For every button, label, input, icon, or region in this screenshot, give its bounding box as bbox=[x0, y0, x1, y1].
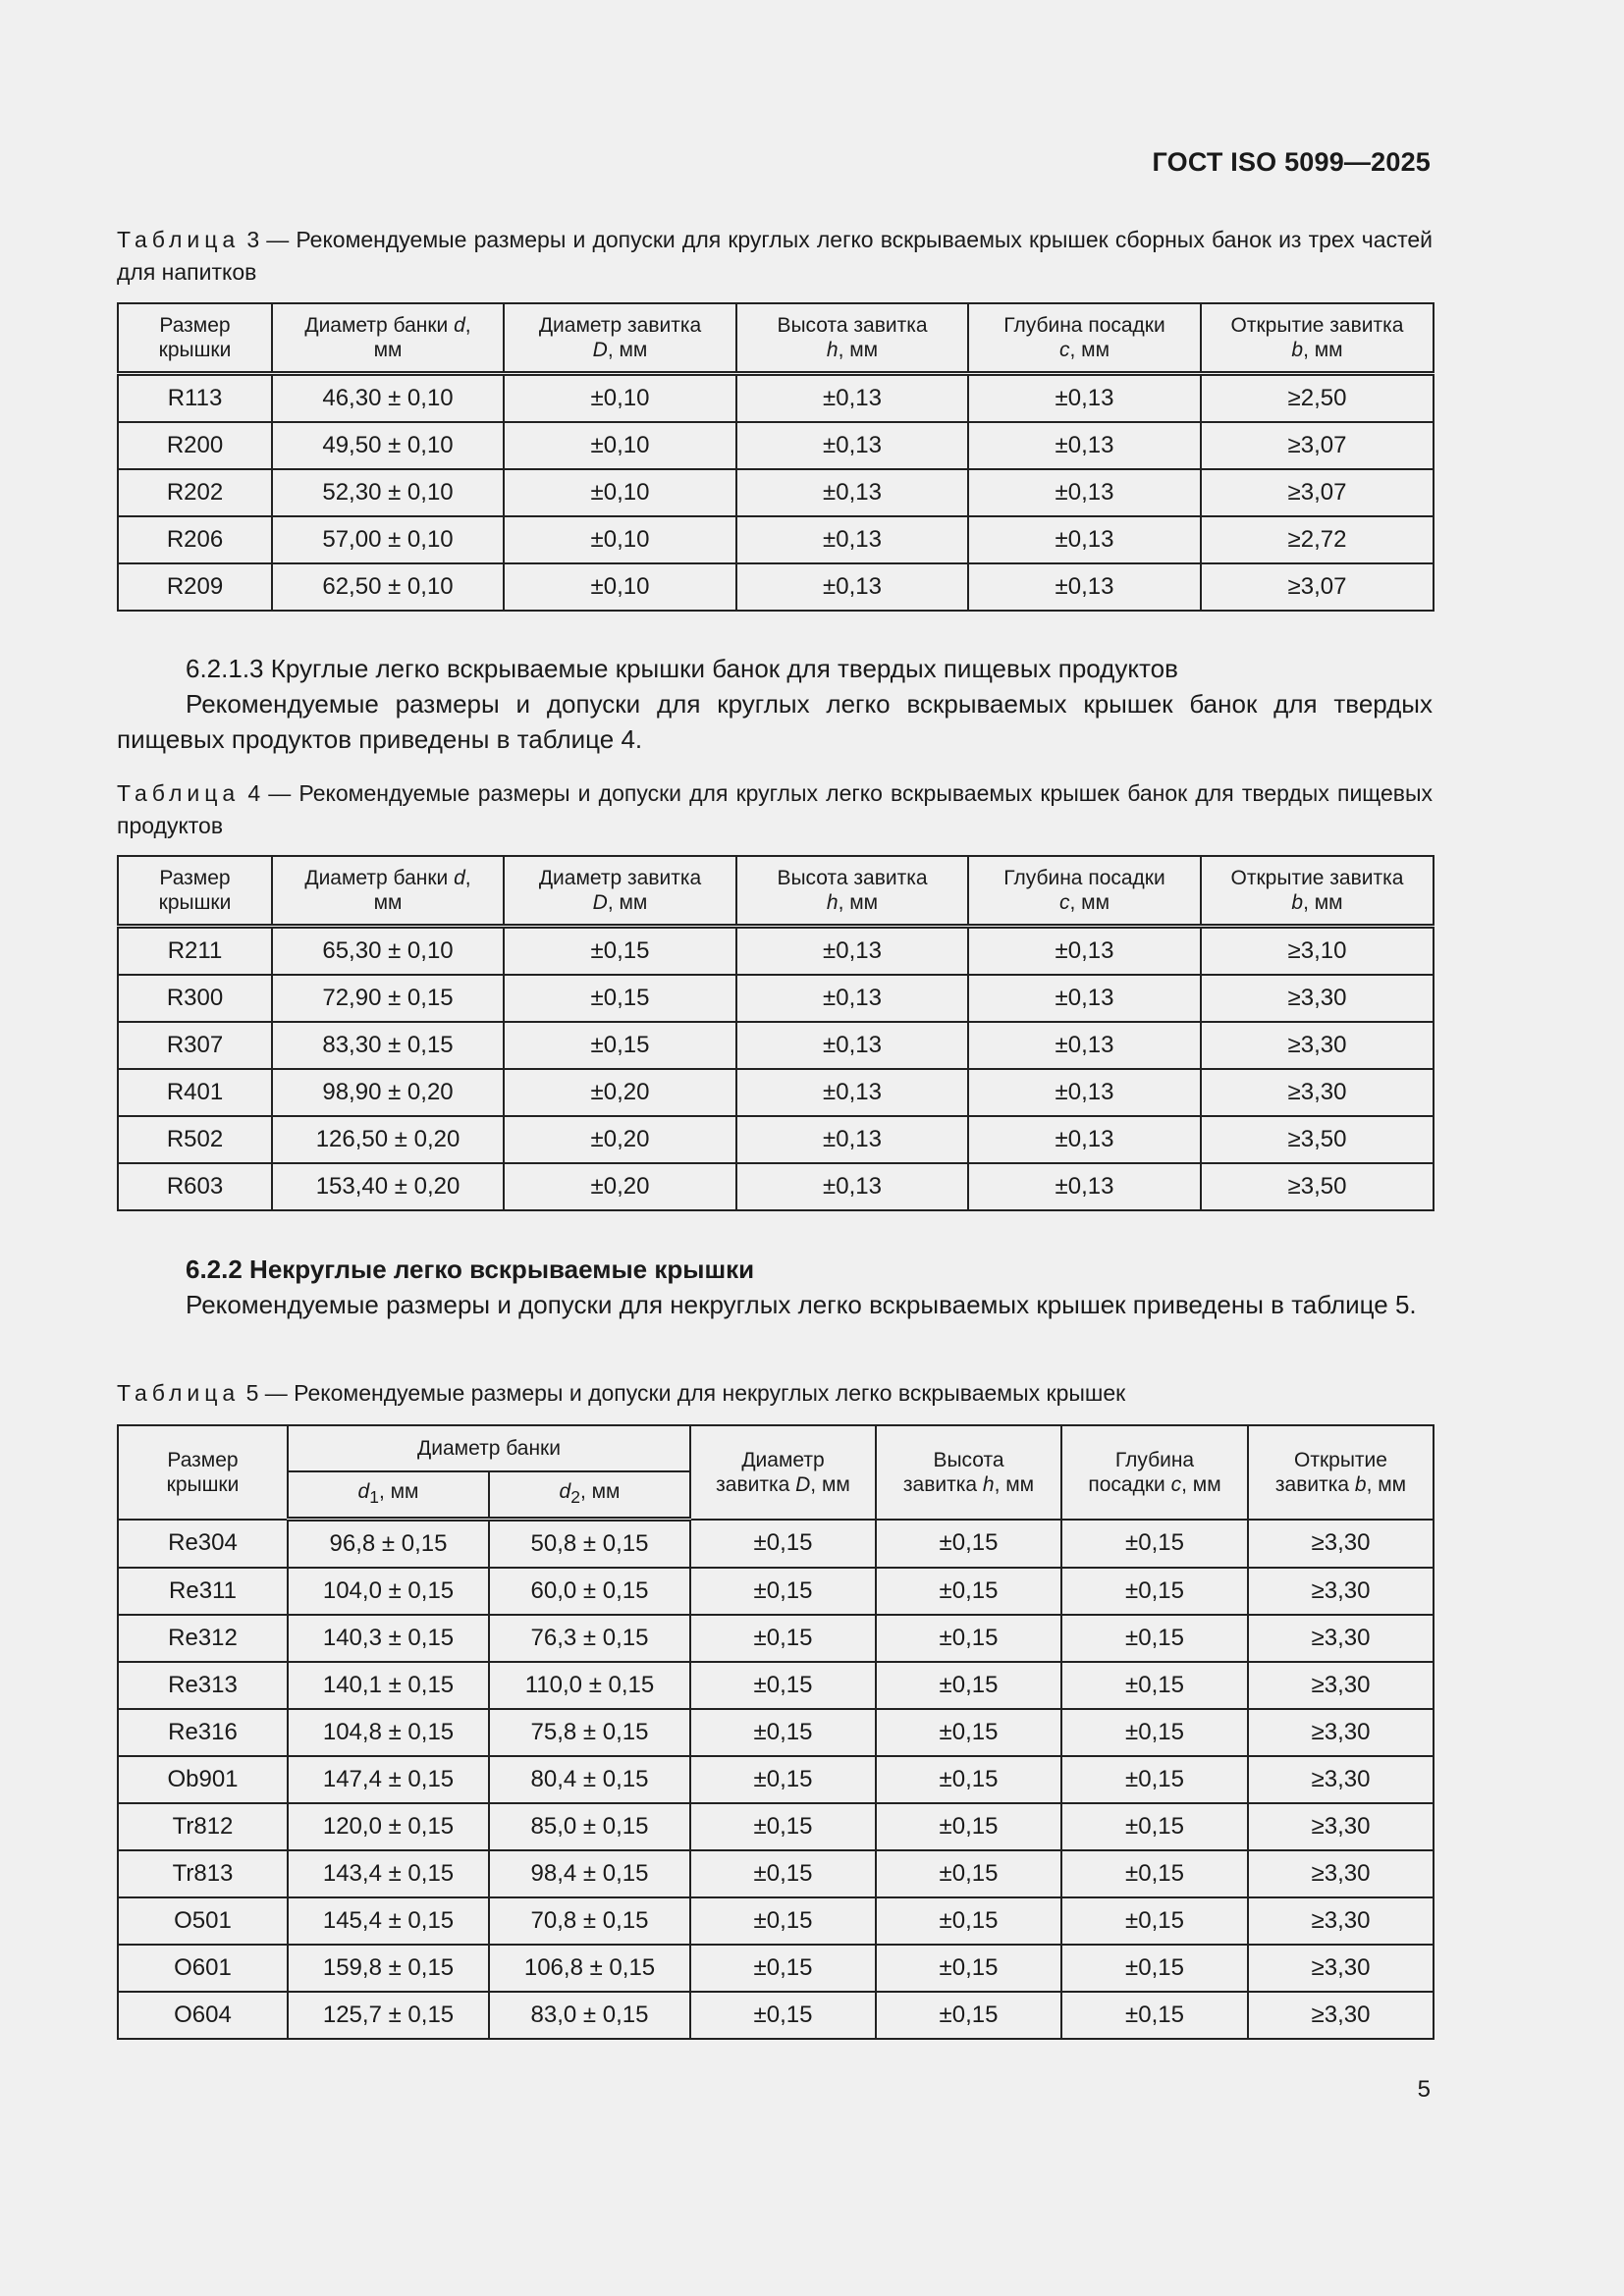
table5 bbox=[117, 1424, 1435, 2040]
table-cell: ≥2,50 bbox=[1201, 374, 1434, 423]
table-cell: ≥3,50 bbox=[1201, 1116, 1434, 1163]
table-cell: ±0,15 bbox=[690, 1568, 876, 1615]
table-row bbox=[118, 1850, 1434, 1897]
table-cell: ±0,13 bbox=[968, 927, 1201, 976]
table-cell: ±0,10 bbox=[504, 516, 736, 563]
section-6-2-1-3-heading: 6.2.1.3 Круглые легко вскрываемые крышки банок для твердых пищевых продуктов bbox=[186, 654, 1178, 683]
table-cell: ±0,15 bbox=[876, 1945, 1061, 1992]
table-cell: ±0,10 bbox=[504, 469, 736, 516]
table-cell: ±0,13 bbox=[736, 1163, 968, 1210]
table3-caption bbox=[117, 224, 1433, 289]
table-cell: 96,8 ± 0,15 bbox=[288, 1520, 489, 1569]
table4 bbox=[117, 855, 1435, 1211]
table-cell: ±0,10 bbox=[504, 422, 736, 469]
table-row bbox=[118, 1568, 1434, 1615]
col-header-can-diameter: Диаметр банки d, мм bbox=[272, 856, 504, 927]
table-cell: ±0,13 bbox=[736, 374, 968, 423]
table-cell: ±0,15 bbox=[1061, 1568, 1248, 1615]
table-cell: 49,50 ± 0,10 bbox=[272, 422, 504, 469]
table-cell: 50,8 ± 0,15 bbox=[489, 1520, 690, 1569]
lid-size-cell: Ob901 bbox=[118, 1756, 288, 1803]
table-cell: ≥3,10 bbox=[1201, 927, 1434, 976]
table-cell: ≥3,30 bbox=[1248, 1520, 1434, 1569]
table-cell: ±0,15 bbox=[1061, 1615, 1248, 1662]
table-cell: ≥3,30 bbox=[1248, 1615, 1434, 1662]
table-cell: 140,3 ± 0,15 bbox=[288, 1615, 489, 1662]
table-cell: 62,50 ± 0,10 bbox=[272, 563, 504, 611]
table-cell: ≥3,07 bbox=[1201, 422, 1434, 469]
lid-size-cell: R211 bbox=[118, 927, 272, 976]
col-header-curl-diameter: Диаметр завитка D, мм bbox=[504, 303, 736, 374]
lid-size-cell: R113 bbox=[118, 374, 272, 423]
table-cell: ±0,13 bbox=[736, 927, 968, 976]
table-cell: ±0,13 bbox=[968, 469, 1201, 516]
table-cell: 145,4 ± 0,15 bbox=[288, 1897, 489, 1945]
table-cell: ±0,15 bbox=[1061, 1897, 1248, 1945]
lid-size-cell: Re304 bbox=[118, 1520, 288, 1569]
section-6-2-2-heading: 6.2.2 Некруглые легко вскрываемые крышки bbox=[186, 1255, 755, 1284]
table-cell: ≥3,30 bbox=[1248, 1756, 1434, 1803]
table-cell: 106,8 ± 0,15 bbox=[489, 1945, 690, 1992]
table-cell: 104,8 ± 0,15 bbox=[288, 1709, 489, 1756]
lid-size-cell: O604 bbox=[118, 1992, 288, 2039]
table-cell: 57,00 ± 0,10 bbox=[272, 516, 504, 563]
table-cell: ±0,15 bbox=[876, 1615, 1061, 1662]
table-cell: ≥3,30 bbox=[1201, 1022, 1434, 1069]
table-cell: ≥2,72 bbox=[1201, 516, 1434, 563]
table-cell: ±0,20 bbox=[504, 1116, 736, 1163]
table-row bbox=[118, 1022, 1434, 1069]
lid-size-cell: R502 bbox=[118, 1116, 272, 1163]
table-cell: 147,4 ± 0,15 bbox=[288, 1756, 489, 1803]
table-cell: 98,4 ± 0,15 bbox=[489, 1850, 690, 1897]
table-cell: ±0,13 bbox=[736, 516, 968, 563]
table-cell: ±0,13 bbox=[968, 563, 1201, 611]
table-cell: ≥3,07 bbox=[1201, 469, 1434, 516]
table-cell: 159,8 ± 0,15 bbox=[288, 1945, 489, 1992]
table-row bbox=[118, 1662, 1434, 1709]
lid-size-cell: Tr812 bbox=[118, 1803, 288, 1850]
table-cell: ±0,15 bbox=[504, 975, 736, 1022]
table-cell: ±0,13 bbox=[968, 1116, 1201, 1163]
caption-label: Таблица bbox=[117, 780, 241, 806]
table-cell: ±0,15 bbox=[876, 1897, 1061, 1945]
table-row bbox=[118, 516, 1434, 563]
lid-size-cell: Re312 bbox=[118, 1615, 288, 1662]
table-cell: ±0,15 bbox=[876, 1568, 1061, 1615]
lid-size-cell: R300 bbox=[118, 975, 272, 1022]
table-cell: ≥3,30 bbox=[1248, 1803, 1434, 1850]
col-header-seat-depth: Глубина посадки c, мм bbox=[968, 303, 1201, 374]
table-cell: 46,30 ± 0,10 bbox=[272, 374, 504, 423]
caption-text: 4 — Рекомендуемые размеры и допуски для круглых легко вскрываемых крышек банок для твердых пищевых продуктов bbox=[117, 780, 1433, 838]
table-cell: ±0,15 bbox=[690, 1897, 876, 1945]
table-cell: 72,90 ± 0,15 bbox=[272, 975, 504, 1022]
lid-size-cell: R603 bbox=[118, 1163, 272, 1210]
col-header-d1: $d_1$, мм bbox=[288, 1471, 489, 1520]
table-row bbox=[118, 563, 1434, 611]
table-cell: 143,4 ± 0,15 bbox=[288, 1850, 489, 1897]
table-row bbox=[118, 1992, 1434, 2039]
table-cell: ±0,15 bbox=[690, 1662, 876, 1709]
table-cell: ±0,10 bbox=[504, 563, 736, 611]
table4-caption bbox=[117, 777, 1433, 842]
table-cell: ±0,15 bbox=[876, 1992, 1061, 2039]
table-cell: ±0,15 bbox=[876, 1520, 1061, 1569]
table-cell: ±0,13 bbox=[736, 563, 968, 611]
table-cell: 83,0 ± 0,15 bbox=[489, 1992, 690, 2039]
table-row bbox=[118, 1709, 1434, 1756]
table-row bbox=[118, 469, 1434, 516]
table-cell: ±0,13 bbox=[736, 1022, 968, 1069]
lid-size-cell: R200 bbox=[118, 422, 272, 469]
table-cell: ≥3,30 bbox=[1248, 1850, 1434, 1897]
table-cell: ±0,10 bbox=[504, 374, 736, 423]
table-cell: ≥3,30 bbox=[1248, 1945, 1434, 1992]
document-code: ГОСТ ISO 5099—2025 bbox=[1152, 147, 1431, 177]
table-cell: 75,8 ± 0,15 bbox=[489, 1709, 690, 1756]
table-cell: 104,0 ± 0,15 bbox=[288, 1568, 489, 1615]
table-cell: 83,30 ± 0,15 bbox=[272, 1022, 504, 1069]
table-row bbox=[118, 1803, 1434, 1850]
table-cell: ±0,15 bbox=[876, 1662, 1061, 1709]
lid-size-cell: R209 bbox=[118, 563, 272, 611]
table-cell: ±0,15 bbox=[504, 927, 736, 976]
section-6-2-1-3-body: Рекомендуемые размеры и допуски для круглых легко вскрываемых крышек банок для твердых пищевых продуктов приведены в таблице 4. bbox=[117, 689, 1433, 754]
table-cell: 65,30 ± 0,10 bbox=[272, 927, 504, 976]
table-cell: ±0,15 bbox=[1061, 1850, 1248, 1897]
section-6-2-2-body: Рекомендуемые размеры и допуски для некруглых легко вскрываемых крышек приведены в таблице 5. bbox=[186, 1290, 1417, 1319]
table-row bbox=[118, 1116, 1434, 1163]
table-cell: ±0,15 bbox=[876, 1850, 1061, 1897]
lid-size-cell: R206 bbox=[118, 516, 272, 563]
table-cell: ±0,15 bbox=[690, 1520, 876, 1569]
table-cell: 76,3 ± 0,15 bbox=[489, 1615, 690, 1662]
col-header-curl-height: Высота завитка h, мм bbox=[876, 1425, 1061, 1520]
lid-size-cell: R202 bbox=[118, 469, 272, 516]
col-header-size: Размер крышки bbox=[118, 856, 272, 927]
caption-label: Таблица bbox=[117, 1380, 241, 1406]
col-header-curl-height: Высота завитка h, мм bbox=[736, 303, 968, 374]
table-cell: ±0,15 bbox=[1061, 1662, 1248, 1709]
table-cell: ±0,15 bbox=[1061, 1992, 1248, 2039]
table-cell: ±0,13 bbox=[736, 975, 968, 1022]
table-cell: 85,0 ± 0,15 bbox=[489, 1803, 690, 1850]
table-cell: ±0,15 bbox=[1061, 1803, 1248, 1850]
col-header-seat-depth: Глубина посадки c, мм bbox=[968, 856, 1201, 927]
lid-size-cell: R307 bbox=[118, 1022, 272, 1069]
table-cell: 98,90 ± 0,20 bbox=[272, 1069, 504, 1116]
table-row bbox=[118, 1897, 1434, 1945]
lid-size-cell: O601 bbox=[118, 1945, 288, 1992]
table-row bbox=[118, 1520, 1434, 1569]
table-row bbox=[118, 1756, 1434, 1803]
table-cell: ±0,15 bbox=[1061, 1945, 1248, 1992]
table3 bbox=[117, 302, 1435, 612]
table-cell: ±0,13 bbox=[736, 1116, 968, 1163]
table-cell: ±0,13 bbox=[736, 422, 968, 469]
table-cell: ±0,15 bbox=[690, 1709, 876, 1756]
table-row bbox=[118, 1069, 1434, 1116]
table-cell: ≥3,30 bbox=[1248, 1897, 1434, 1945]
table-row bbox=[118, 975, 1434, 1022]
col-header-curl-opening: Открытие завитка b, мм bbox=[1201, 303, 1434, 374]
table-row bbox=[118, 1945, 1434, 1992]
col-header-size: Размер крышки bbox=[118, 1425, 288, 1520]
table-cell: ±0,13 bbox=[968, 516, 1201, 563]
col-header-seat-depth: Глубина посадки c, мм bbox=[1061, 1425, 1248, 1520]
table-row bbox=[118, 1615, 1434, 1662]
table-cell: ±0,15 bbox=[690, 1945, 876, 1992]
col-header-curl-height: Высота завитка h, мм bbox=[736, 856, 968, 927]
table-cell: ±0,13 bbox=[968, 1022, 1201, 1069]
table-cell: 52,30 ± 0,10 bbox=[272, 469, 504, 516]
table-cell: 140,1 ± 0,15 bbox=[288, 1662, 489, 1709]
table-cell: ±0,15 bbox=[690, 1992, 876, 2039]
table-cell: 70,8 ± 0,15 bbox=[489, 1897, 690, 1945]
table-cell: ±0,20 bbox=[504, 1163, 736, 1210]
table-cell: ±0,13 bbox=[968, 1163, 1201, 1210]
table-cell: ±0,20 bbox=[504, 1069, 736, 1116]
table-cell: ≥3,30 bbox=[1248, 1568, 1434, 1615]
table-cell: ±0,13 bbox=[968, 975, 1201, 1022]
table-cell: ±0,15 bbox=[690, 1615, 876, 1662]
col-header-curl-opening: Открытие завитка b, мм bbox=[1248, 1425, 1434, 1520]
table-cell: ±0,15 bbox=[876, 1756, 1061, 1803]
page-number: 5 bbox=[1417, 2076, 1431, 2103]
table-cell: 80,4 ± 0,15 bbox=[489, 1756, 690, 1803]
table-cell: ≥3,50 bbox=[1201, 1163, 1434, 1210]
table-cell: ±0,15 bbox=[876, 1803, 1061, 1850]
table-row bbox=[118, 1163, 1434, 1210]
table-row bbox=[118, 422, 1434, 469]
table-cell: ±0,13 bbox=[968, 1069, 1201, 1116]
table-cell: 60,0 ± 0,15 bbox=[489, 1568, 690, 1615]
table-cell: ≥3,30 bbox=[1248, 1662, 1434, 1709]
lid-size-cell: R401 bbox=[118, 1069, 272, 1116]
col-header-curl-diameter: Диаметр завитка D, мм bbox=[504, 856, 736, 927]
table-cell: ±0,15 bbox=[690, 1756, 876, 1803]
table-cell: 126,50 ± 0,20 bbox=[272, 1116, 504, 1163]
table-cell: 120,0 ± 0,15 bbox=[288, 1803, 489, 1850]
table-row bbox=[118, 374, 1434, 423]
table-cell: ≥3,30 bbox=[1201, 975, 1434, 1022]
table-cell: ±0,13 bbox=[968, 374, 1201, 423]
table-cell: ±0,15 bbox=[1061, 1756, 1248, 1803]
table-cell: ≥3,07 bbox=[1201, 563, 1434, 611]
col-header-can-diameter: Диаметр банки bbox=[288, 1425, 690, 1471]
table-cell: ±0,15 bbox=[876, 1709, 1061, 1756]
table-cell: ≥3,30 bbox=[1248, 1709, 1434, 1756]
table5-caption bbox=[117, 1377, 1433, 1410]
table-cell: ±0,13 bbox=[736, 469, 968, 516]
table-cell: ±0,15 bbox=[504, 1022, 736, 1069]
caption-text: 5 — Рекомендуемые размеры и допуски для некруглых легко вскрываемых крышек bbox=[245, 1380, 1126, 1406]
table-cell: ±0,15 bbox=[1061, 1520, 1248, 1569]
table-cell: ±0,15 bbox=[1061, 1709, 1248, 1756]
table-row bbox=[118, 927, 1434, 976]
col-header-can-diameter: Диаметр банки d, мм bbox=[272, 303, 504, 374]
table-cell: ±0,15 bbox=[690, 1803, 876, 1850]
table-cell: ±0,13 bbox=[736, 1069, 968, 1116]
lid-size-cell: Re316 bbox=[118, 1709, 288, 1756]
lid-size-cell: O501 bbox=[118, 1897, 288, 1945]
table-cell: 125,7 ± 0,15 bbox=[288, 1992, 489, 2039]
lid-size-cell: Re313 bbox=[118, 1662, 288, 1709]
table-cell: ≥3,30 bbox=[1201, 1069, 1434, 1116]
col-header-curl-opening: Открытие завитка b, мм bbox=[1201, 856, 1434, 927]
caption-text: 3 — Рекомендуемые размеры и допуски для круглых легко вскрываемых крышек сборных банок из трех частей для напитков bbox=[117, 227, 1434, 285]
caption-label: Таблица bbox=[117, 227, 241, 252]
col-header-d2: $d_2$, мм bbox=[489, 1471, 690, 1520]
lid-size-cell: Tr813 bbox=[118, 1850, 288, 1897]
table-cell: ±0,15 bbox=[690, 1850, 876, 1897]
table-cell: 110,0 ± 0,15 bbox=[489, 1662, 690, 1709]
table-cell: ±0,13 bbox=[968, 422, 1201, 469]
table-cell: ≥3,30 bbox=[1248, 1992, 1434, 2039]
table-cell: 153,40 ± 0,20 bbox=[272, 1163, 504, 1210]
lid-size-cell: Re311 bbox=[118, 1568, 288, 1615]
col-header-curl-diameter: Диаметр завитка D, мм bbox=[690, 1425, 876, 1520]
col-header-size: Размер крышки bbox=[118, 303, 272, 374]
